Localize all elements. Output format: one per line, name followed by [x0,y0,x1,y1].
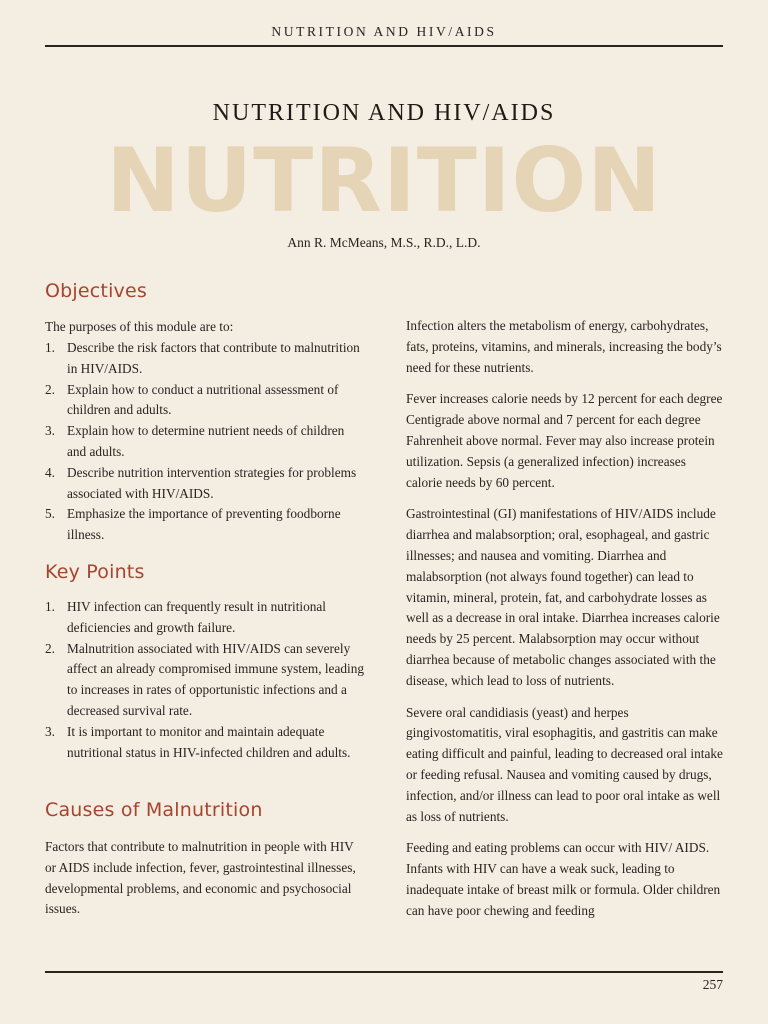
page-title: NUTRITION AND HIV/AIDS [212,100,556,126]
paragraph: Infection alters the metabolism of energy, carbohydrates, fats, proteins, vitamins, and minerals, increasing the body’s need for these nutrients. [406,318,722,375]
list-item [45,421,365,463]
right-column [406,316,724,933]
key-points-heading: Key Points [45,561,145,583]
running-head: NUTRITION AND HIV/AIDS [271,24,497,39]
item-text: Explain how to determine nutrient needs of children and adults. [67,423,345,459]
list-item [45,639,365,722]
item-number: 2. [45,381,55,397]
author-line: Ann R. McMeans, M.S., R.D., L.D. [287,235,481,250]
item-number: 3. [45,723,55,739]
paragraph: Gastrointestinal (GI) manifestations of HIV/AIDS include diarrhea and malabsorption; oral, esophageal, and gastric illnesses; and nausea and vomiting. Diarrhea and malabsorption (not always found together) can lead to vitamin, mineral, protein, fat, and carbohydrate losses as well as a decrease in oral intake. Diarrhea increases calorie needs by 25 percent. Malabsorption may occur without diarrhea because of metabolic changes associated with the disease, which lead to loss of nutrients. [406,506,720,688]
objectives-heading: Objectives [45,280,147,302]
item-text: Emphasize the importance of preventing foodborne illness. [67,506,341,543]
paragraph: Severe oral candidiasis (yeast) and herpes gingivostomatitis, viral esophagitis, and gastritis can make eating difficult and painful, leading to decreased oral intake or feeding refusal. Nausea and vomiting caused by drugs, infection, and/or illness can lead to poor oral intake as well as loss of nutrients. [406,704,723,824]
item-text: Describe nutrition intervention strategies for problems associated with HIV/AIDS. [67,464,357,501]
item-number: 5. [45,506,55,522]
list-item [45,504,365,546]
list-item [45,463,365,505]
list-item [45,380,365,422]
item-text: Explain how to conduct a nutritional assessment of children and adults. [67,381,339,418]
item-text: Malnutrition associated with HIV/AIDS can severely affect an already compromised immune system, leading to increases in rates of opportunistic infections and a decreased survival rate. [67,640,364,718]
objectives-intro: The purposes of this module are to: [45,319,234,334]
list-item [45,597,365,639]
causes-heading: Causes of Malnutrition [45,799,263,821]
paragraph: Fever increases calorie needs by 12 percent for each degree Centigrade above normal and 7 percent for each degree Fahrenheit above normal. Fever may also increase protein utilization. Sepsis (a generalized infection) increases calorie needs by 60 percent. [406,391,723,490]
page-number: 257 [702,977,723,992]
item-text: Describe the risk factors that contribute to malnutrition in HIV/AIDS. [67,340,360,376]
item-text: HIV infection can frequently result in nutritional deficiencies and growth failure. [67,599,326,635]
bottom-rule [45,971,723,973]
list-item [45,722,365,764]
item-text: It is important to monitor and maintain adequate nutritional status in HIV-infected children and adults. [67,723,351,760]
top-rule [45,45,723,47]
objectives-list [45,338,365,546]
key-points-list [45,597,365,763]
item-number: 4. [45,464,55,480]
item-number: 2. [45,640,55,656]
causes-paragraph: Factors that contribute to malnutrition in people with HIV or AIDS include infection, fever, gastrointestinal illnesses, developmental problems, and economic and psychosocial issues. [45,839,356,917]
item-number: 1. [45,599,55,614]
paragraph: Feeding and eating problems can occur with HIV/ AIDS. Infants with HIV can have a weak suck, leading to inadequate intake of breast milk or formula. Older children can have poor chewing and feeding [406,840,721,918]
item-number: 3. [45,423,55,439]
list-item [45,338,365,380]
item-number: 1. [45,340,55,355]
watermark-nutrition: NUTRITION [106,129,662,232]
